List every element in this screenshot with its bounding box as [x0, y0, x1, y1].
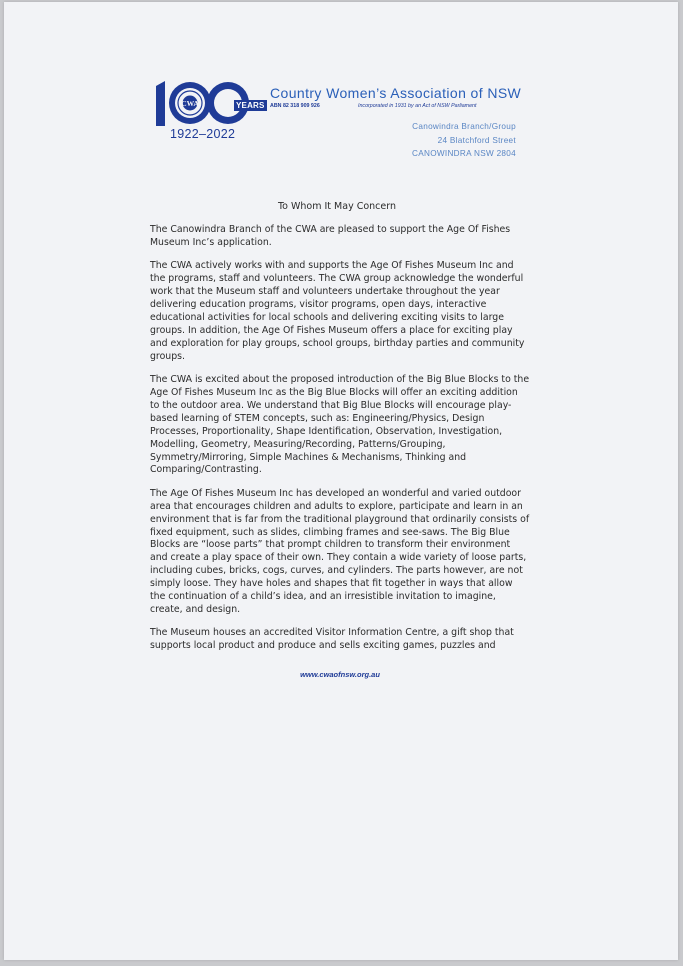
- cwa-centenary-logo: [154, 78, 265, 144]
- body-paragraph: The CWA is excited about the proposed introduction of the Big Blue Blocks to the Age Of Fishes Museum Inc as the Big Blue Blocks will offer an exciting addition to the outdoor area. We understand that Big Blue Blocks will encourage play-based learning of STEM concepts, such as: Engineering/Physics, Design Processes, Proportionality, Shape Identification, Observation, Investigation, Modelling, Geometry, Measuring/Recording, Patterns/Grouping, Symmetry/Mirroring, Simple Machines & Mechanisms, Thinking and Comparing/Contrasting.: [150, 374, 530, 476]
- organisation-name: Country Women’s Association of NSW: [270, 85, 522, 101]
- letter-page: [4, 2, 678, 960]
- abn-number: ABN 82 318 909 926: [270, 103, 320, 109]
- address-line: CANOWINDRA NSW 2804: [412, 149, 516, 158]
- address-line: 24 Blatchford Street: [437, 135, 516, 145]
- incorporation-note: Incorporated in 1931 by an Act of NSW Parliament: [358, 103, 477, 109]
- body-paragraph: The CWA actively works with and supports the Age Of Fishes Museum Inc and the programs, staff and volunteers. The CWA group acknowledge the wonderful work that the Museum staff and volunteers undertake throughout the year delivering education programs, visitor programs, open days, interactive educational activities for local schools and delivering exciting visits to large groups. In addition, the Age Of Fishes Museum offers a place for exciting play and exploration for play groups, school groups, birthday parties and community groups.: [150, 260, 525, 362]
- body-paragraph: The Age Of Fishes Museum Inc has developed an wonderful and varied outdoor area that encourages children and adults to explore, participate and learn in an environment that is far from the traditional playground that ordinarily consists of fixed equipment, such as slides, climbing frames and see-saws. The Big Blue Blocks are “loose parts” that prompt children to transform their environment and create a play space of their own. They contain a wide variety of loose parts, including cubes, bricks, cogs, curves, and cylinders. The parts however, are not simply loose. They have holes and shapes that fit together in ways that allow the continuation of a child’s idea, and an irresistible invitation to imagine, create, and design.: [150, 487, 530, 615]
- letter-body: [150, 224, 530, 664]
- branch-address: [412, 120, 516, 161]
- logo-year-range: 1922–2022: [170, 127, 236, 141]
- body-paragraph: The Museum houses an accredited Visitor Information Centre, a gift shop that supports local product and produce and sells exciting games, puzzles and: [150, 627, 514, 652]
- address-line: Canowindra Branch/Group: [412, 122, 516, 131]
- website-link[interactable]: www.cwaofnsw.org.au: [300, 670, 380, 679]
- svg-text:CWA: CWA: [181, 99, 199, 108]
- logo-years-label: YEARS: [236, 101, 265, 110]
- body-paragraph: The Canowindra Branch of the CWA are pleased to support the Age Of Fishes Museum Inc’s application.: [150, 224, 511, 248]
- salutation: To Whom It May Concern: [277, 201, 397, 212]
